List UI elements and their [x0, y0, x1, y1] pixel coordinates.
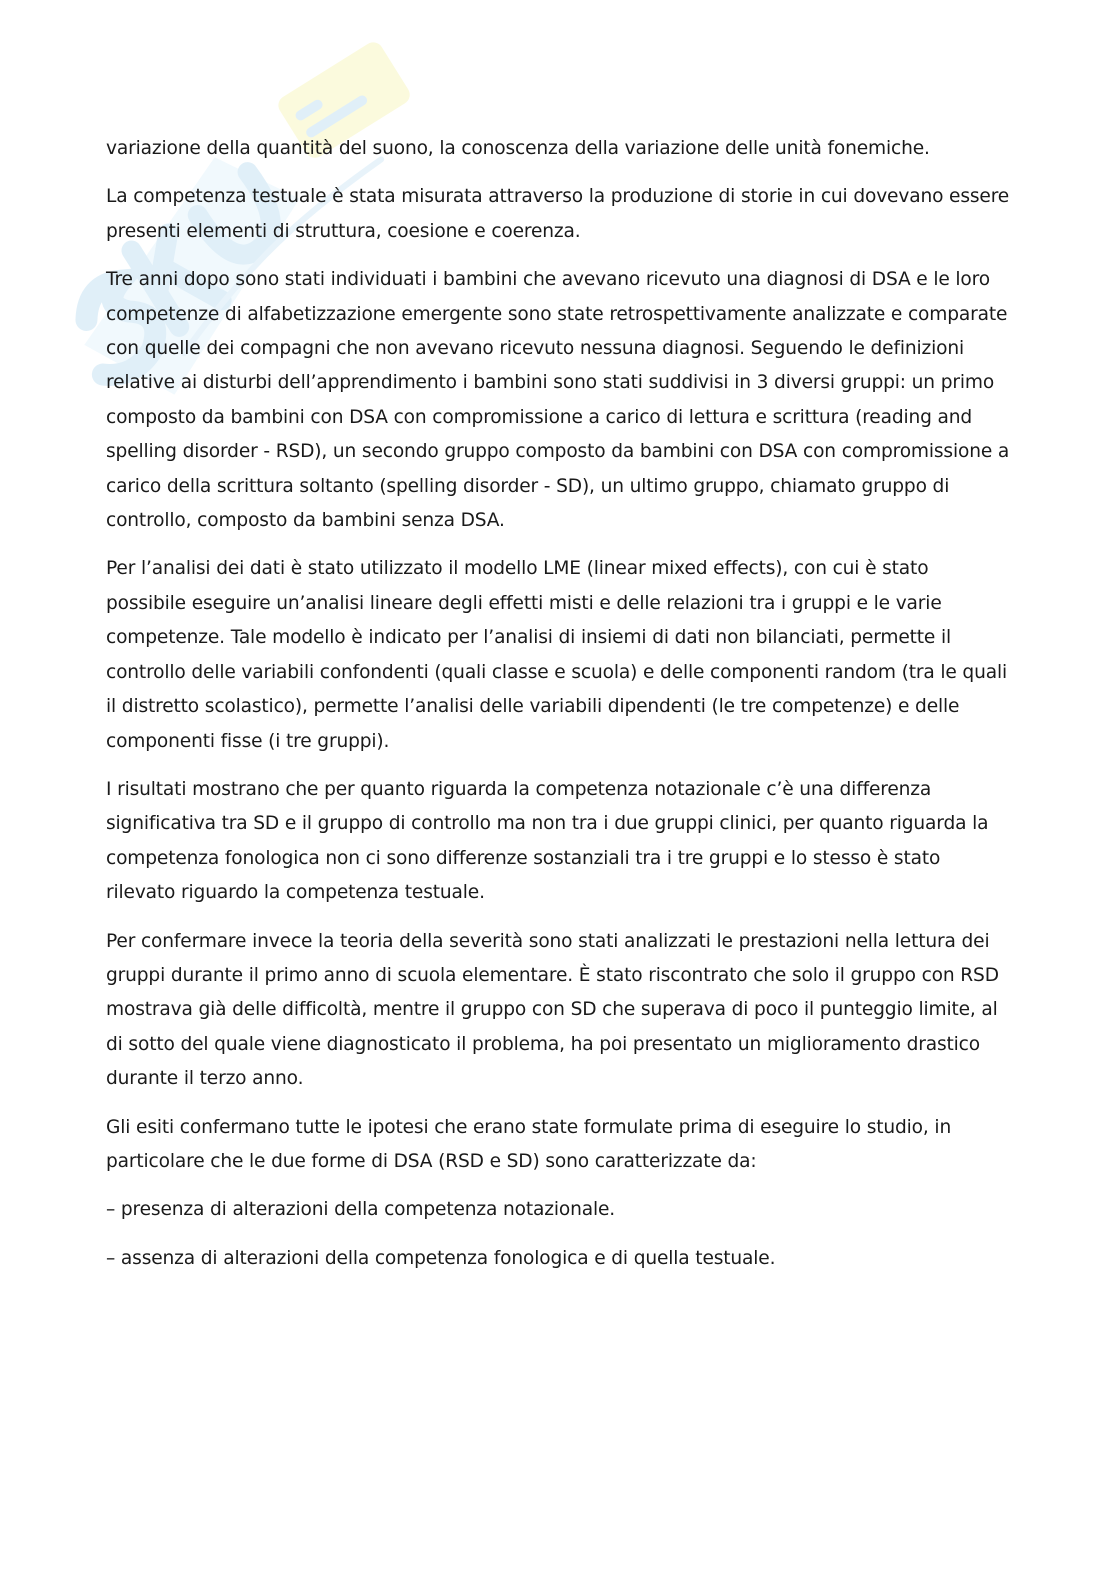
paragraph-conclusions: Gli esiti confermano tutte le ipotesi che erano state formulate prima di eseguire lo studio, in particolare che le due forme di DSA (RSD e SD) sono caratterizzate da: — [106, 1116, 952, 1172]
document-body — [106, 132, 1011, 1290]
paragraph-textual-competence: La competenza testuale è stata misurata attraverso la produzione di storie in cui dovevano essere presenti elementi di struttura, coesione e coerenza. — [106, 186, 1010, 242]
paragraph-results: I risultati mostrano che per quanto riguarda la competenza notazionale c’è una differenza significativa tra SD e il gruppo di controllo ma non tra i due gruppi clinici, per quanto riguarda la competenza fonologica non ci sono differenze sostanziali tra i tre gruppi e lo stesso è stato rilevato riguardo la competenza testuale. — [106, 778, 989, 904]
paragraph-severity-theory: Per confermare invece la teoria della severità sono stati analizzati le prestazioni nella lettura dei gruppi durante il primo anno di scuola elementare. È stato riscontrato che solo il gruppo con RSD mostrava già delle difficoltà, mentre il gruppo con SD che superava di poco il punteggio limite, al di sotto del quale viene diagnosticato il problema, ha poi presentato un miglioramento drastico durante il terzo anno. — [106, 930, 999, 1090]
paragraph-continuation: variazione della quantità del suono, la conoscenza della variazione delle unità fonemiche. — [106, 138, 930, 159]
list-item-phonological-textual: – assenza di alterazioni della competenza fonologica e di quella testuale. — [106, 1247, 776, 1269]
paragraph-lme-analysis: Per l’analisi dei dati è stato utilizzato il modello LME (linear mixed effects), con cui è stato possibile eseguire un’analisi lineare degli effetti misti e delle relazioni tra i gruppi e le varie competenze. Tale modello è indicato per l’analisi di insiemi di dati non bilanciati, permette il controllo delle variabili confondenti (quali classe e scuola) e delle componenti random (tra le quali il distretto scolastico), permette l’analisi delle variabili dipendenti (le tre competenze) e delle componenti fisse (i tre gruppi). — [106, 558, 1007, 752]
list-item-notational: – presenza di alterazioni della competenza notazionale. — [106, 1199, 616, 1221]
paragraph-groups: Tre anni dopo sono stati individuati i bambini che avevano ricevuto una diagnosi di DSA e le loro competenze di alfabetizzazione emergente sono state retrospettivamente analizzate e comparate con quelle dei compagni che non avevano ricevuto nessuna diagnosi. Seguendo le definizioni relative ai disturbi dell’apprendimento i bambini sono stati suddivisi in 3 diversi gruppi: un primo composto da bambini con DSA con compromissione a carico di lettura e scrittura (reading and spelling disorder - RSD), un secondo gruppo composto da bambini con DSA con compromissione a carico della scrittura soltanto (spelling disorder - SD), un ultimo gruppo, chiamato gruppo di controllo, composto da bambini senza DSA. — [106, 269, 1010, 532]
